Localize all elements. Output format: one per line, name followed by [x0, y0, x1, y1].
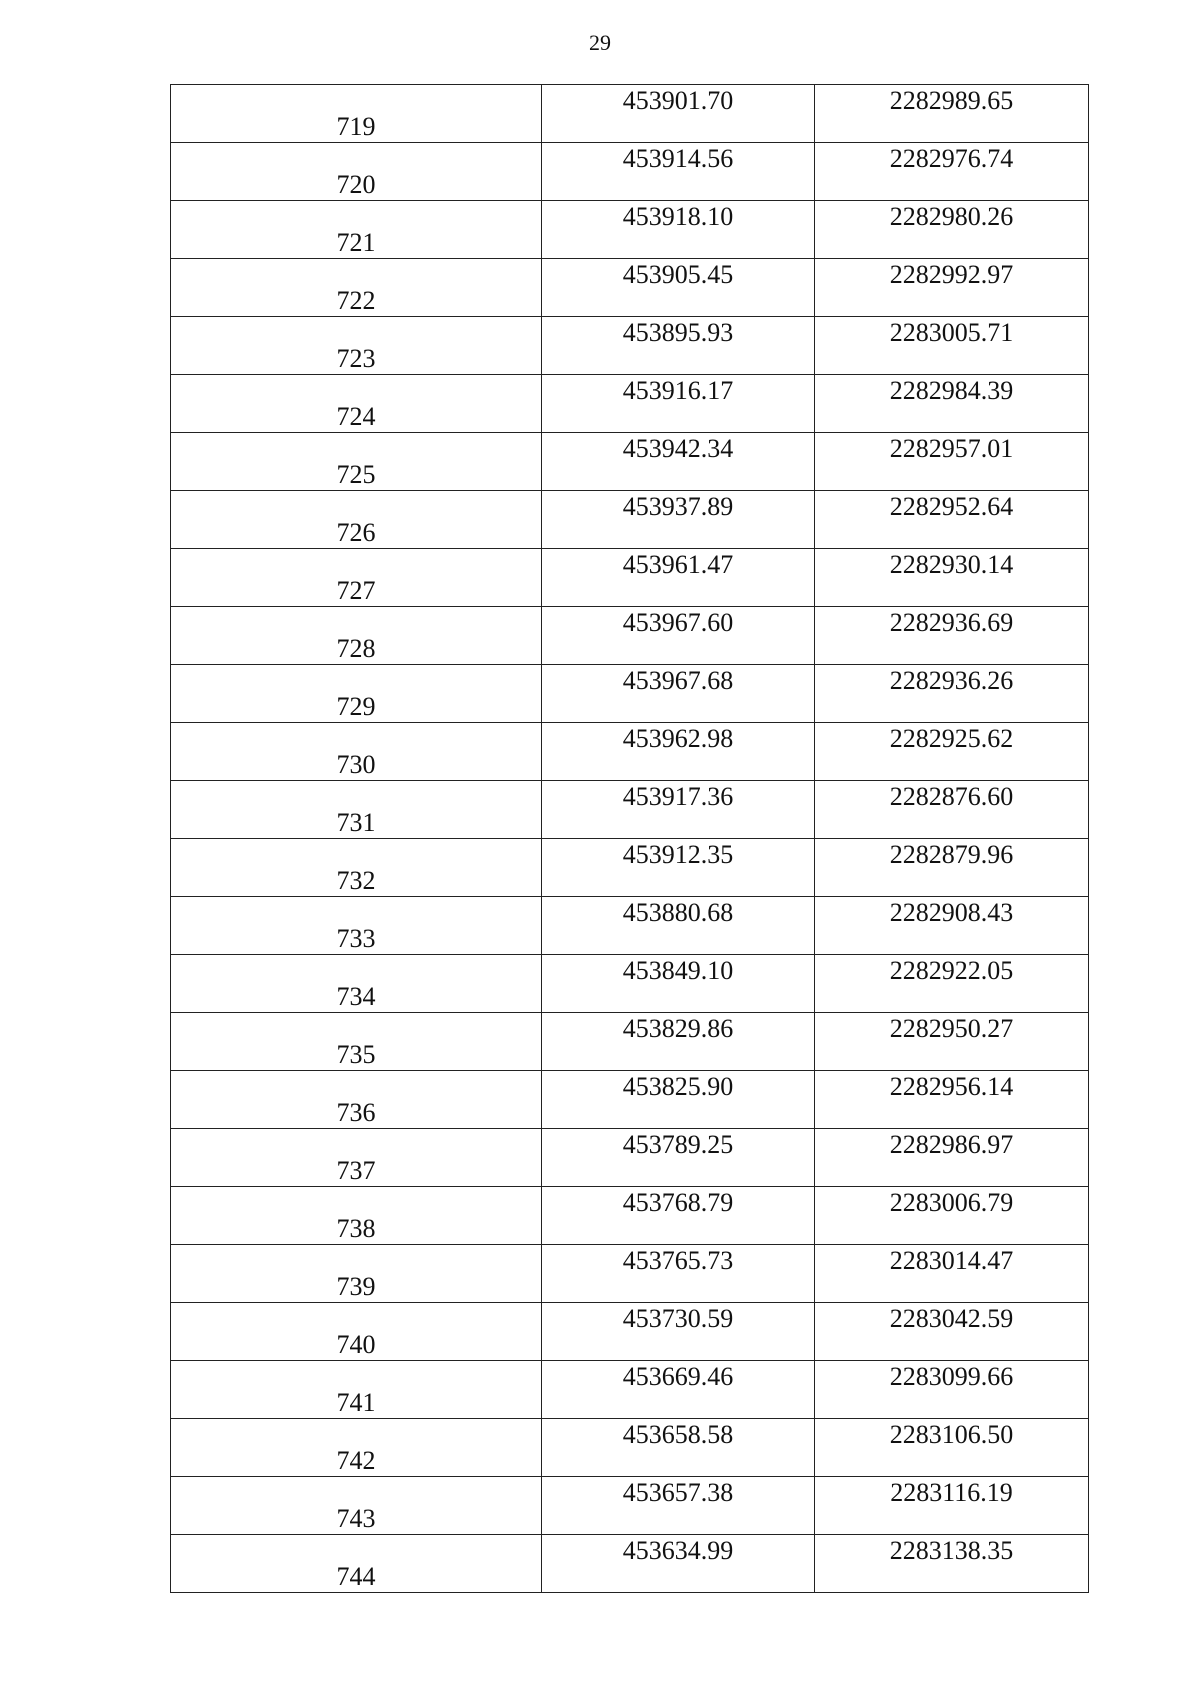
point-number-cell	[171, 1013, 542, 1071]
y-coordinate-cell	[815, 1303, 1089, 1361]
y-coordinate-value: 2283099.66	[889, 1362, 1014, 1391]
x-coordinate-cell	[542, 143, 815, 201]
y-coordinate-cell	[815, 723, 1089, 781]
point-number-cell	[171, 1187, 542, 1245]
point-number-value: 737	[336, 1156, 376, 1185]
x-coordinate-value: 453825.90	[622, 1072, 734, 1101]
point-number-cell	[171, 1071, 542, 1129]
point-number-value: 726	[336, 518, 376, 547]
x-coordinate-cell	[542, 1245, 815, 1303]
x-coordinate-value: 453765.73	[622, 1246, 734, 1275]
point-number-cell	[171, 1129, 542, 1187]
point-number-cell	[171, 1303, 542, 1361]
table-row	[171, 85, 1089, 143]
table-row	[171, 259, 1089, 317]
point-number-value: 719	[336, 112, 376, 141]
y-coordinate-value: 2283138.35	[889, 1536, 1014, 1565]
x-coordinate-cell	[542, 85, 815, 143]
table-row	[171, 839, 1089, 897]
point-number-value: 721	[336, 228, 376, 257]
y-coordinate-cell	[815, 781, 1089, 839]
point-number-cell	[171, 1361, 542, 1419]
x-coordinate-cell	[542, 549, 815, 607]
y-coordinate-value: 2282908.43	[889, 898, 1014, 927]
x-coordinate-cell	[542, 375, 815, 433]
y-coordinate-value: 2283006.79	[889, 1188, 1014, 1217]
x-coordinate-cell	[542, 1013, 815, 1071]
x-coordinate-value: 453768.79	[622, 1188, 734, 1217]
x-coordinate-value: 453967.68	[622, 666, 734, 695]
x-coordinate-cell	[542, 1071, 815, 1129]
y-coordinate-value: 2282980.26	[889, 202, 1014, 231]
point-number-value: 744	[336, 1562, 376, 1591]
y-coordinate-cell	[815, 317, 1089, 375]
table-row	[171, 1477, 1089, 1535]
table-row	[171, 897, 1089, 955]
y-coordinate-cell	[815, 1361, 1089, 1419]
table-row	[171, 317, 1089, 375]
y-coordinate-value: 2282986.97	[889, 1130, 1014, 1159]
y-coordinate-cell	[815, 143, 1089, 201]
x-coordinate-value: 453634.99	[622, 1536, 734, 1565]
y-coordinate-value: 2282976.74	[889, 144, 1014, 173]
x-coordinate-value: 453917.36	[622, 782, 734, 811]
x-coordinate-cell	[542, 607, 815, 665]
y-coordinate-value: 2282984.39	[889, 376, 1014, 405]
point-number-value: 733	[336, 924, 376, 953]
x-coordinate-value: 453918.10	[622, 202, 734, 231]
x-coordinate-value: 453880.68	[622, 898, 734, 927]
x-coordinate-value: 453916.17	[622, 376, 734, 405]
point-number-value: 731	[336, 808, 376, 837]
point-number-cell	[171, 143, 542, 201]
y-coordinate-value: 2282879.96	[889, 840, 1014, 869]
y-coordinate-value: 2283014.47	[889, 1246, 1014, 1275]
y-coordinate-value: 2283005.71	[889, 318, 1014, 347]
table-row	[171, 433, 1089, 491]
point-number-cell	[171, 897, 542, 955]
y-coordinate-value: 2282992.97	[889, 260, 1014, 289]
table-row	[171, 375, 1089, 433]
table-row	[171, 1013, 1089, 1071]
y-coordinate-value: 2282922.05	[889, 956, 1014, 985]
y-coordinate-cell	[815, 1477, 1089, 1535]
x-coordinate-cell	[542, 433, 815, 491]
x-coordinate-cell	[542, 723, 815, 781]
y-coordinate-cell	[815, 1187, 1089, 1245]
table-row	[171, 607, 1089, 665]
x-coordinate-value: 453942.34	[622, 434, 734, 463]
x-coordinate-cell	[542, 1129, 815, 1187]
y-coordinate-value: 2282950.27	[889, 1014, 1014, 1043]
page-number: 29	[589, 30, 611, 55]
point-number-cell	[171, 723, 542, 781]
point-number-cell	[171, 259, 542, 317]
x-coordinate-value: 453789.25	[622, 1130, 734, 1159]
x-coordinate-cell	[542, 201, 815, 259]
table-row	[171, 781, 1089, 839]
x-coordinate-cell	[542, 491, 815, 549]
point-number-value: 728	[336, 634, 376, 663]
point-number-cell	[171, 1419, 542, 1477]
x-coordinate-value: 453657.38	[622, 1478, 734, 1507]
point-number-cell	[171, 491, 542, 549]
point-number-value: 743	[336, 1504, 376, 1533]
x-coordinate-value: 453912.35	[622, 840, 734, 869]
y-coordinate-value: 2282876.60	[889, 782, 1014, 811]
y-coordinate-cell	[815, 375, 1089, 433]
y-coordinate-value: 2283042.59	[889, 1304, 1014, 1333]
table-row	[171, 1419, 1089, 1477]
y-coordinate-cell	[815, 665, 1089, 723]
coordinates-table-body	[171, 85, 1089, 1593]
table-row	[171, 1535, 1089, 1593]
x-coordinate-value: 453658.58	[622, 1420, 734, 1449]
x-coordinate-value: 453895.93	[622, 318, 734, 347]
y-coordinate-cell	[815, 1071, 1089, 1129]
point-number-value: 724	[336, 402, 376, 431]
y-coordinate-cell	[815, 897, 1089, 955]
x-coordinate-cell	[542, 1303, 815, 1361]
x-coordinate-cell	[542, 897, 815, 955]
y-coordinate-cell	[815, 549, 1089, 607]
y-coordinate-cell	[815, 839, 1089, 897]
point-number-value: 723	[336, 344, 376, 373]
y-coordinate-cell	[815, 259, 1089, 317]
x-coordinate-cell	[542, 259, 815, 317]
x-coordinate-cell	[542, 781, 815, 839]
x-coordinate-cell	[542, 665, 815, 723]
point-number-cell	[171, 1477, 542, 1535]
y-coordinate-cell	[815, 607, 1089, 665]
point-number-cell	[171, 955, 542, 1013]
point-number-value: 734	[336, 982, 376, 1011]
point-number-cell	[171, 1245, 542, 1303]
point-number-cell	[171, 85, 542, 143]
table-row	[171, 1303, 1089, 1361]
table-row	[171, 723, 1089, 781]
y-coordinate-cell	[815, 1013, 1089, 1071]
x-coordinate-value: 453905.45	[622, 260, 734, 289]
point-number-value: 722	[336, 286, 376, 315]
x-coordinate-value: 453914.56	[622, 144, 734, 173]
y-coordinate-value: 2282930.14	[889, 550, 1014, 579]
x-coordinate-cell	[542, 1477, 815, 1535]
x-coordinate-value: 453669.46	[622, 1362, 734, 1391]
point-number-cell	[171, 549, 542, 607]
y-coordinate-cell	[815, 433, 1089, 491]
point-number-cell	[171, 665, 542, 723]
point-number-value: 729	[336, 692, 376, 721]
y-coordinate-cell	[815, 85, 1089, 143]
table-row	[171, 1187, 1089, 1245]
y-coordinate-value: 2282956.14	[889, 1072, 1014, 1101]
y-coordinate-value: 2283116.19	[890, 1478, 1013, 1507]
y-coordinate-value: 2282936.26	[889, 666, 1014, 695]
x-coordinate-value: 453962.98	[622, 724, 734, 753]
y-coordinate-cell	[815, 955, 1089, 1013]
y-coordinate-cell	[815, 1245, 1089, 1303]
table-row	[171, 1245, 1089, 1303]
table-row	[171, 491, 1089, 549]
point-number-cell	[171, 781, 542, 839]
coordinates-table	[170, 84, 1089, 1593]
table-row	[171, 143, 1089, 201]
table-row	[171, 955, 1089, 1013]
point-number-value: 732	[336, 866, 376, 895]
point-number-value: 727	[336, 576, 376, 605]
x-coordinate-cell	[542, 1187, 815, 1245]
x-coordinate-cell	[542, 839, 815, 897]
point-number-value: 741	[336, 1388, 376, 1417]
point-number-value: 725	[336, 460, 376, 489]
y-coordinate-cell	[815, 1419, 1089, 1477]
table-row	[171, 549, 1089, 607]
y-coordinate-value: 2282936.69	[889, 608, 1014, 637]
point-number-cell	[171, 433, 542, 491]
y-coordinate-cell	[815, 201, 1089, 259]
point-number-value: 739	[336, 1272, 376, 1301]
table-row	[171, 1361, 1089, 1419]
x-coordinate-cell	[542, 1535, 815, 1593]
x-coordinate-value: 453937.89	[622, 492, 734, 521]
x-coordinate-cell	[542, 1419, 815, 1477]
point-number-value: 730	[336, 750, 376, 779]
point-number-cell	[171, 1535, 542, 1593]
point-number-value: 736	[336, 1098, 376, 1127]
point-number-cell	[171, 317, 542, 375]
y-coordinate-value: 2282957.01	[889, 434, 1014, 463]
point-number-value: 742	[336, 1446, 376, 1475]
point-number-value: 738	[336, 1214, 376, 1243]
table-row	[171, 1071, 1089, 1129]
x-coordinate-cell	[542, 955, 815, 1013]
x-coordinate-value: 453829.86	[622, 1014, 734, 1043]
table-row	[171, 201, 1089, 259]
point-number-cell	[171, 375, 542, 433]
y-coordinate-cell	[815, 1535, 1089, 1593]
x-coordinate-cell	[542, 1361, 815, 1419]
y-coordinate-cell	[815, 1129, 1089, 1187]
point-number-value: 740	[336, 1330, 376, 1359]
y-coordinate-value: 2282952.64	[889, 492, 1014, 521]
table-row	[171, 1129, 1089, 1187]
y-coordinate-cell	[815, 491, 1089, 549]
y-coordinate-value: 2282989.65	[889, 86, 1014, 115]
x-coordinate-value: 453961.47	[622, 550, 734, 579]
y-coordinate-value: 2283106.50	[889, 1420, 1014, 1449]
y-coordinate-value: 2282925.62	[889, 724, 1014, 753]
point-number-value: 735	[336, 1040, 376, 1069]
point-number-cell	[171, 201, 542, 259]
x-coordinate-value: 453967.60	[622, 608, 734, 637]
point-number-cell	[171, 607, 542, 665]
table-row	[171, 665, 1089, 723]
x-coordinate-value: 453849.10	[622, 956, 734, 985]
x-coordinate-value: 453730.59	[622, 1304, 734, 1333]
x-coordinate-value: 453901.70	[622, 86, 734, 115]
point-number-value: 720	[336, 170, 376, 199]
x-coordinate-cell	[542, 317, 815, 375]
point-number-cell	[171, 839, 542, 897]
